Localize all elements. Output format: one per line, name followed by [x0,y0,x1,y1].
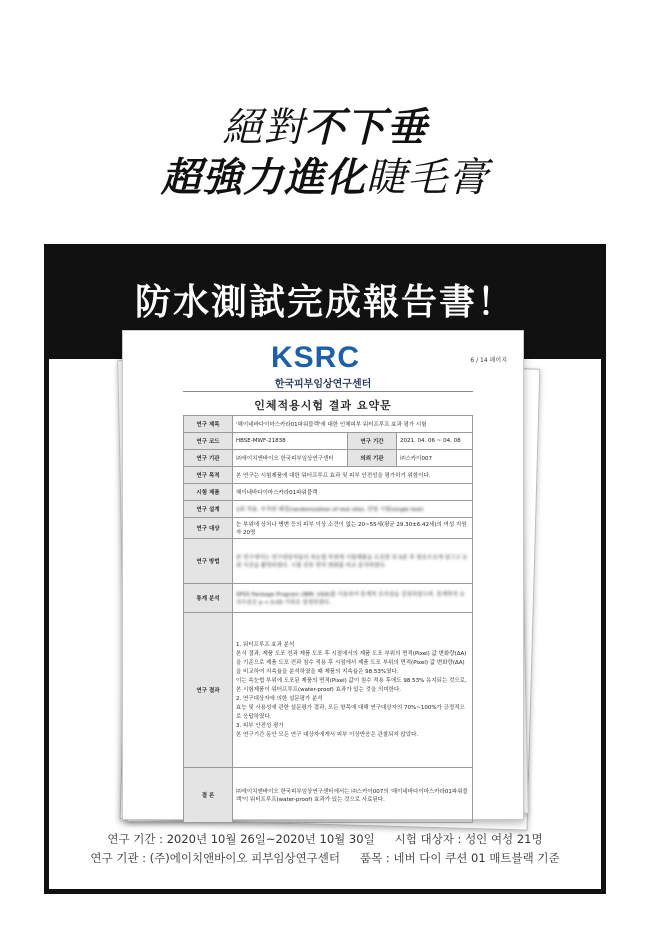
table-row [184,467,473,484]
table-row [184,613,473,768]
row-label: 연구 방법 [184,539,233,584]
row-label: 연구 대상 [184,518,233,539]
row-label: 연구 목적 [184,467,233,484]
row-value: 헤이네바다이마스카라01파워블랙 [233,484,473,501]
row-label: 연구 제목 [184,416,233,433]
logo-subtitle: 한국피부임상연구센터 [274,379,372,390]
row-label: 연구 기관 [184,450,233,467]
row-value-2: 2021. 04. 06 ~ 04. 08 [397,433,473,450]
banner-title: 防水測試完成報告書！ [49,249,601,359]
headline-1-thin: 絕對 [222,105,305,151]
row-label: 시험 제품 [184,484,233,501]
table-row [184,450,473,467]
row-value: HBSE-MWF-21838 [233,433,348,450]
footer-line-1 [0,831,650,847]
row-label: 연구 설계 [184,501,233,518]
table-row [184,501,473,518]
row-label: 연구 결과 [184,613,233,768]
table-row [184,768,473,823]
divider [183,391,473,392]
row-value: SPSS Package Program (IBM, USA)를 이용하여 통계적 유의성을 검정하였으며, 통계학적 유의수준은 p < 0.05 이하로 설정하였다. [233,584,473,613]
table-row [184,539,473,584]
ksrc-logo: KSRC [271,341,361,374]
row-value: 눈 부위에 상처나 병변 등의 피부 이상 소견이 없는 20~55세(평균 29.30±6.42세)의 여성 지원자 20명 [233,518,473,539]
headline-line-1 [0,96,650,153]
row-label: 연구 코드 [184,433,233,450]
table-row [184,484,473,501]
row-value: 1. 워터프루프 효과 분석 본식 결과, 제품 도포 전과 제품 도포 후 시점에서의 제품 도포 부위의 면적(Pixel) 값 변화량(ΔA)을 기준으로 제품 도포 전과 침수 적용 후 시점에서 제품 도포 부위의 면적(Pixel) 값 변화량(ΔA)을 비교하여 지속율을 분석하였을 때 제품의 지속율은 98.53%였다. 이는 속눈썹 부위에 도포된 제품의 면적(Pixel) 값이 침수 적용 후에도 98.53% 유지되는 것으로, 본 시험제품이 워터프루프(water-proof) 효과가 있는 것을 의미한다. 2. 연구대상자에 의한 설문평가 분석 효능 및 사용성에 관한 설문평가 결과, 모든 항목에 대해 연구대상자의 70%~100%가 긍정적으로 응답하였다. 3. 피부 안전성 평가 본 연구기간 동안 모든 연구 대상자에게서 피부 이상반응은 관찰되지 않았다. [233,613,473,768]
row-value: ㈜에이치앤바이오 한국피부임상연구센터 [233,450,348,467]
study-product: 품목 : 네버 다이 쿠션 01 매트블랙 기준 [360,851,560,865]
headline-1-bold: 不下垂 [304,105,428,151]
row-value: 본 연구에서는 연구대상자들의 속눈썹 부위에 시험제품을 도포한 뒤 5분 후 항온수조에 담그고 눈 위 사진을 촬영하였다. 시험 전후 면적 변화를 비교 분석하였다. [233,539,473,584]
document-title: 인체적용시험 결과 요약문 [254,399,392,412]
study-institution: 연구 기관 : (주)에이치앤바이오 피부임상연구센터 [90,851,341,865]
footer-line-2 [0,850,650,866]
headline-line-2 [0,146,650,203]
table-row [184,584,473,613]
row-label-2: 연구 기간 [348,433,397,450]
row-value: 1회 적용, 무작위 배정(randomization of test site), 단일 시험(single test) [233,501,473,518]
headline-2-thin: 睫毛膏 [366,155,489,201]
study-subjects: 시험 대상자 : 성인 여성 21명 [394,832,543,846]
headline-2-bold: 超強力進化 [161,155,366,201]
row-label-2: 의뢰 기관 [348,450,397,467]
study-period: 연구 기간 : 2020년 10월 26일~2020년 10월 30일 [107,832,375,846]
table-row [184,433,473,450]
row-label: 통계 분석 [184,584,233,613]
summary-table [183,415,473,823]
row-value: ㈜에이치앤바이오 한국피부임상연구센터에서는 ㈜스카이007의 '헤이네바다이마스카라01파워블랙'이 워터프루프(water-proof) 효과가 있는 것으로 사료된다. [233,768,473,823]
row-label: 결 론 [184,768,233,823]
row-value-2: ㈜스카이007 [397,450,473,467]
table-row [184,518,473,539]
table-row [184,416,473,433]
row-value: 본 연구는 시험제품에 대한 워터프루프 효과 및 피부 안전성을 평가하기 위함이다. [233,467,473,484]
report-document [122,330,524,820]
row-value: '헤이네바다이마스카라01파워블랙'에 대한 인체피부 워터프루프 효과 평가 시험 [233,416,473,433]
page-number: 6 / 14 페이지 [470,357,507,364]
